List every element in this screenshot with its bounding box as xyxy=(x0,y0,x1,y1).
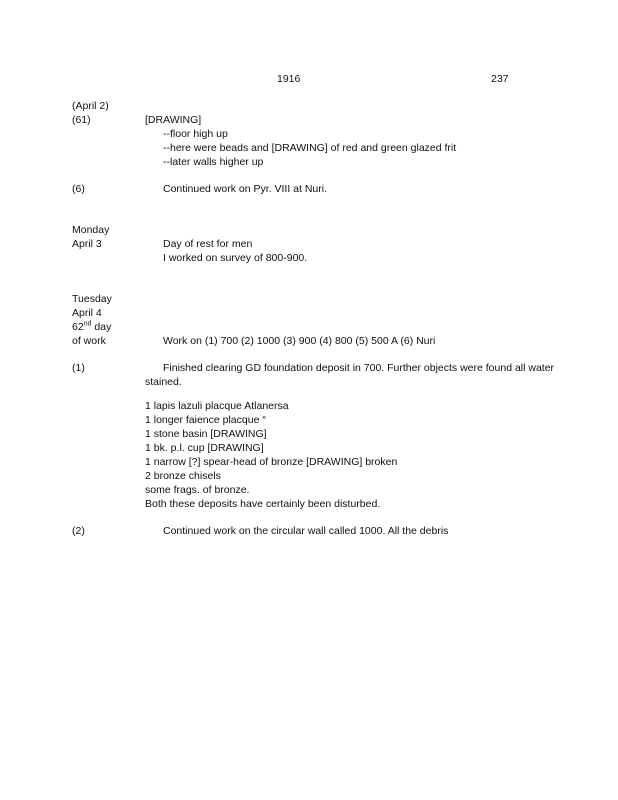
entry-text: --floor high up xyxy=(163,128,228,140)
list-item: 1 narrow [?] spear-head of bronze [DRAWING] broken xyxy=(145,456,398,468)
date-label: April 3 xyxy=(72,238,102,250)
entry-text: --here were beads and [DRAWING] of red and green glazed frit xyxy=(163,142,457,154)
entry-text: Continued work on Pyr. VIII at Nuri. xyxy=(163,183,327,195)
entry-number: (61) xyxy=(72,114,91,126)
entry-text: Finished clearing GD foundation deposit in 700. Further objects were found all water xyxy=(163,362,555,374)
entry-number: (1) xyxy=(72,362,85,374)
date-label: (April 2) xyxy=(72,100,109,112)
entry-number: (2) xyxy=(72,525,85,537)
day-count: 62nd day xyxy=(72,320,112,333)
list-item: 2 bronze chisels xyxy=(145,470,221,482)
date-label: of work xyxy=(72,335,106,347)
date-label: Tuesday xyxy=(72,293,112,305)
list-item: 1 stone basin [DRAWING] xyxy=(145,428,267,440)
entry-text: I worked on survey of 800-900. xyxy=(163,252,308,264)
entry-text: Continued work on the circular wall called 1000. All the debris xyxy=(163,525,449,537)
date-label: Monday xyxy=(72,224,110,236)
page-number: 237 xyxy=(491,73,509,85)
entry-number: (6) xyxy=(72,183,85,195)
date-label: April 4 xyxy=(72,307,102,319)
entry-text: [DRAWING] xyxy=(145,114,202,126)
entry-text: Day of rest for men xyxy=(163,238,253,250)
list-item: some frags. of bronze. xyxy=(145,484,250,496)
entry-text: Work on (1) 700 (2) 1000 (3) 900 (4) 800 (5) 500 A (6) Nuri xyxy=(163,335,436,347)
entry-text: --later walls higher up xyxy=(163,156,264,168)
list-item: 1 bk. p.l. cup [DRAWING] xyxy=(145,442,264,454)
page-year: 1916 xyxy=(277,73,301,85)
entry-text: stained. xyxy=(145,376,182,388)
list-item: Both these deposits have certainly been disturbed. xyxy=(145,498,381,510)
list-item: 1 lapis lazuli placque Atlanersa xyxy=(145,400,289,412)
list-item: 1 longer faience placque “ xyxy=(145,414,266,426)
